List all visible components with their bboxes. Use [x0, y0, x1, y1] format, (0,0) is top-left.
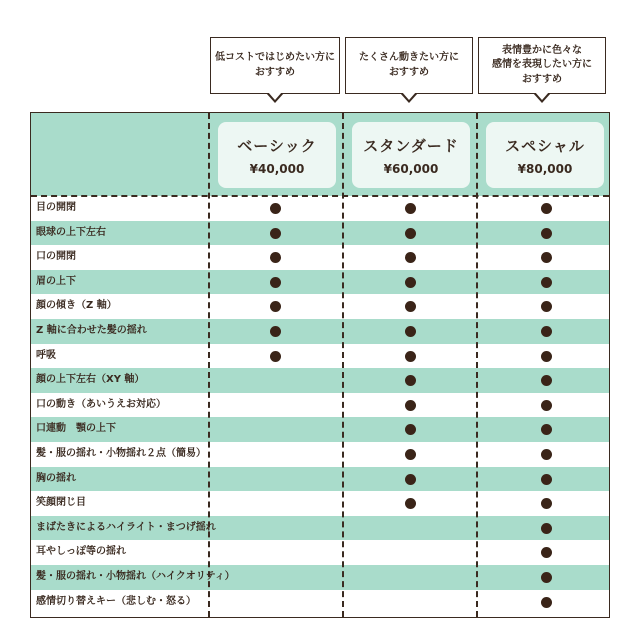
included-special-dot-icon [541, 597, 552, 608]
feature-label: 耳やしっぽ等の揺れ [36, 546, 126, 558]
table-row [31, 368, 609, 393]
plan-price: ¥60,000 [383, 162, 439, 176]
plan-name: スペシャル [505, 137, 585, 155]
included-basic-dot-icon [270, 301, 281, 312]
included-special-dot-icon [541, 474, 552, 485]
feature-label: 顔の上下左右（XY 軸） [36, 374, 145, 386]
included-special-dot-icon [541, 203, 552, 214]
included-standard-dot-icon [405, 252, 416, 263]
included-standard-dot-icon [405, 400, 416, 411]
plan-name: スタンダード [363, 137, 459, 155]
table-row [31, 540, 609, 565]
plan-price: ¥80,000 [517, 162, 573, 176]
feature-label: 眼球の上下左右 [36, 226, 106, 238]
feature-label: 胸の揺れ [36, 472, 76, 484]
plan-card-basic [218, 122, 336, 188]
included-special-dot-icon [541, 252, 552, 263]
table-row [31, 319, 609, 344]
feature-label: 髪・服の揺れ・小物揺れ（ハイクオリティ） [36, 571, 235, 582]
included-special-dot-icon [541, 498, 552, 509]
feature-label: 目の開閉 [36, 202, 76, 213]
feature-label: まばたきによるハイライト・まつげ揺れ [36, 521, 216, 533]
included-standard-dot-icon [405, 498, 416, 509]
table-row [31, 491, 609, 516]
table-row [31, 294, 609, 319]
included-special-dot-icon [541, 400, 552, 411]
included-special-dot-icon [541, 277, 552, 288]
special-recommendation-bubble: 表情豊かに色々な 感情を表現したい方に おすすめ [478, 37, 606, 94]
included-special-dot-icon [541, 449, 552, 460]
column-divider [342, 113, 344, 617]
included-basic-dot-icon [270, 252, 281, 263]
feature-label: 呼吸 [36, 349, 56, 361]
table-row [31, 516, 609, 541]
table-header [31, 113, 609, 196]
included-basic-dot-icon [270, 203, 281, 214]
table-row [31, 196, 609, 221]
included-standard-dot-icon [405, 375, 416, 386]
included-standard-dot-icon [405, 301, 416, 312]
included-special-dot-icon [541, 523, 552, 534]
included-special-dot-icon [541, 547, 552, 558]
table-row [31, 393, 609, 418]
plan-comparison-table [30, 112, 610, 618]
included-standard-dot-icon [405, 449, 416, 460]
table-row [31, 344, 609, 369]
plan-card-standard [352, 122, 470, 188]
table-row [31, 245, 609, 270]
column-divider [208, 113, 210, 617]
header-divider [31, 195, 609, 197]
included-standard-dot-icon [405, 326, 416, 337]
basic-recommendation-bubble: 低コストではじめたい方に おすすめ [210, 37, 340, 94]
feature-label: 眉の上下 [36, 275, 76, 287]
table-row [31, 565, 609, 590]
feature-label: Z 軸に合わせた髪の揺れ [36, 325, 147, 336]
standard-recommendation-bubble: たくさん動きたい方に おすすめ [345, 37, 473, 94]
included-basic-dot-icon [270, 277, 281, 288]
included-special-dot-icon [541, 572, 552, 583]
feature-label: 感情切り替えキー（悲しむ・怒る） [36, 595, 196, 607]
plan-card-special [486, 122, 604, 188]
included-standard-dot-icon [405, 277, 416, 288]
included-standard-dot-icon [405, 474, 416, 485]
feature-label: 口連動 顎の上下 [36, 423, 116, 435]
included-standard-dot-icon [405, 203, 416, 214]
table-row [31, 221, 609, 246]
included-special-dot-icon [541, 351, 552, 362]
feature-label: 笑顔閉じ目 [36, 497, 86, 509]
included-special-dot-icon [541, 424, 552, 435]
plan-name: ベーシック [237, 137, 317, 155]
feature-label: 口の開閉 [36, 251, 76, 263]
table-row [31, 590, 609, 615]
included-special-dot-icon [541, 301, 552, 312]
table-row [31, 467, 609, 492]
included-basic-dot-icon [270, 228, 281, 239]
included-special-dot-icon [541, 228, 552, 239]
included-special-dot-icon [541, 326, 552, 337]
included-standard-dot-icon [405, 424, 416, 435]
included-standard-dot-icon [405, 351, 416, 362]
included-special-dot-icon [541, 375, 552, 386]
included-basic-dot-icon [270, 351, 281, 362]
table-row [31, 270, 609, 295]
column-divider [476, 113, 478, 617]
feature-label: 髪・服の揺れ・小物揺れ２点（簡易） [36, 448, 206, 459]
included-basic-dot-icon [270, 326, 281, 337]
table-row [31, 442, 609, 467]
feature-label: 顔の傾き（Z 軸） [36, 300, 117, 312]
table-row [31, 417, 609, 442]
included-standard-dot-icon [405, 228, 416, 239]
feature-label: 口の動き（あいうえお対応） [36, 398, 166, 410]
plan-price: ¥40,000 [249, 162, 305, 176]
